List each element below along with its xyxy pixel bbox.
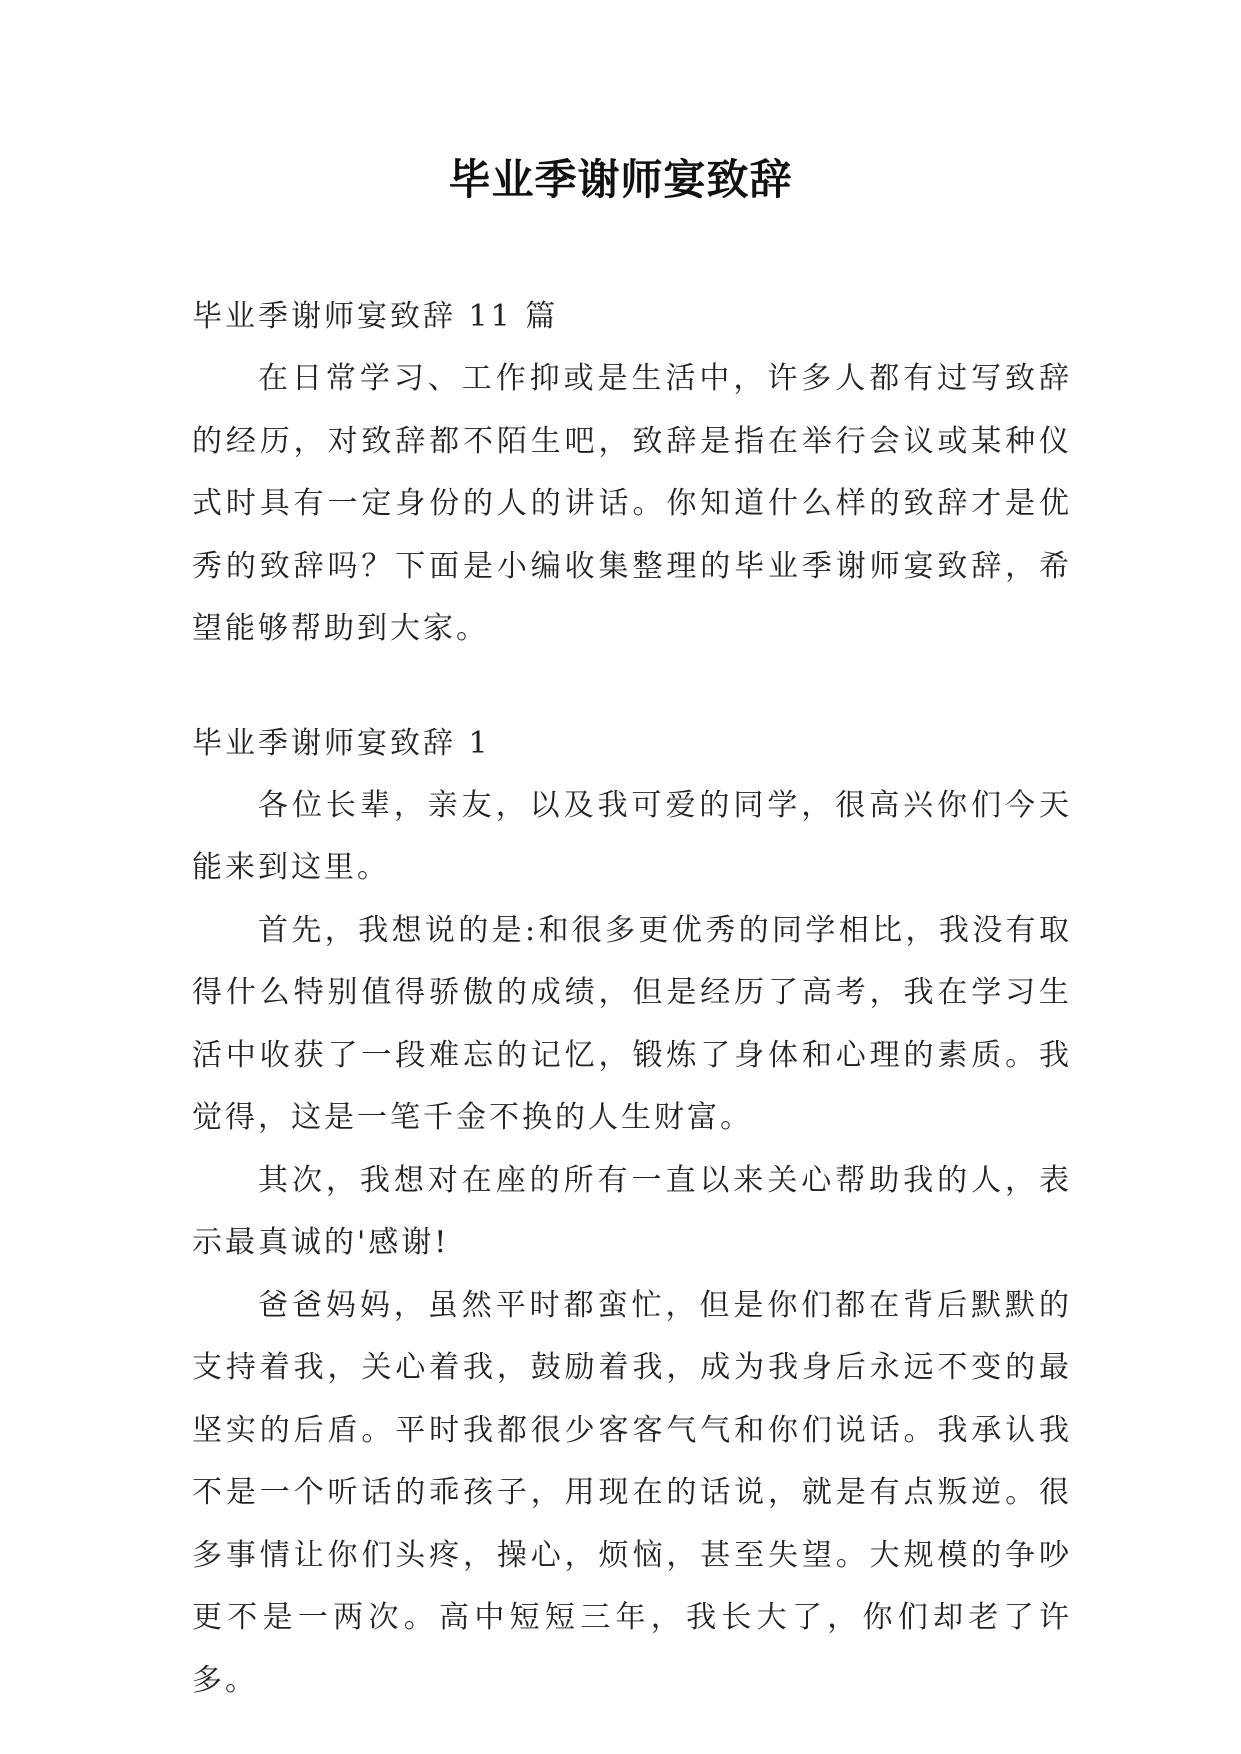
document-subtitle: 毕业季谢师宴致辞 11 篇 bbox=[192, 299, 559, 334]
body-paragraph: 首先，我想说的是:和很多更优秀的同学相比，我没有取得什么特别值得骄傲的成绩，但是经历了高考，我在学习生活中收获了一段难忘的记忆，锻炼了身体和心理的素质。我觉得，这是一笔千金不换的人生财富。 bbox=[192, 912, 1072, 1135]
body-paragraph: 其次，我想对在座的所有一直以来关心帮助我的人，表示最真诚的'感谢! bbox=[192, 1162, 1072, 1260]
section-spacer bbox=[192, 661, 1072, 713]
body-paragraph: 各位长辈，亲友，以及我可爱的同学，很高兴你们今天能来到这里。 bbox=[192, 787, 1072, 885]
document-title: 毕业季谢师宴致辞 bbox=[448, 155, 793, 204]
section-heading: 毕业季谢师宴致辞 1 bbox=[192, 725, 491, 761]
body-paragraph: 爸爸妈妈，虽然平时都蛮忙，但是你们都在背后默默的支持着我，关心着我，鼓励着我，成为我身后永远不变的最坚实的后盾。平时我都很少客客气气和你们说话。我承认我不是一个听话的乖孩子，用现在的话说，就是有点叛逆。很多事情让你们头疼，操心，烦恼，甚至失望。大规模的争吵更不是一两次。高中短短三年，我长大了，你们却老了许多。 bbox=[192, 1287, 1072, 1698]
intro-paragraph: 在日常学习、工作抑或是生活中，许多人都有过写致辞的经历，对致辞都不陌生吧，致辞是指在举行会议或某种仪式时具有一定身份的人的讲话。你知道什么样的致辞才是优秀的致辞吗？下面是小编收集整理的毕业季谢师宴致辞，希望能够帮助到大家。 bbox=[192, 361, 1072, 646]
document-body bbox=[192, 286, 1072, 1712]
